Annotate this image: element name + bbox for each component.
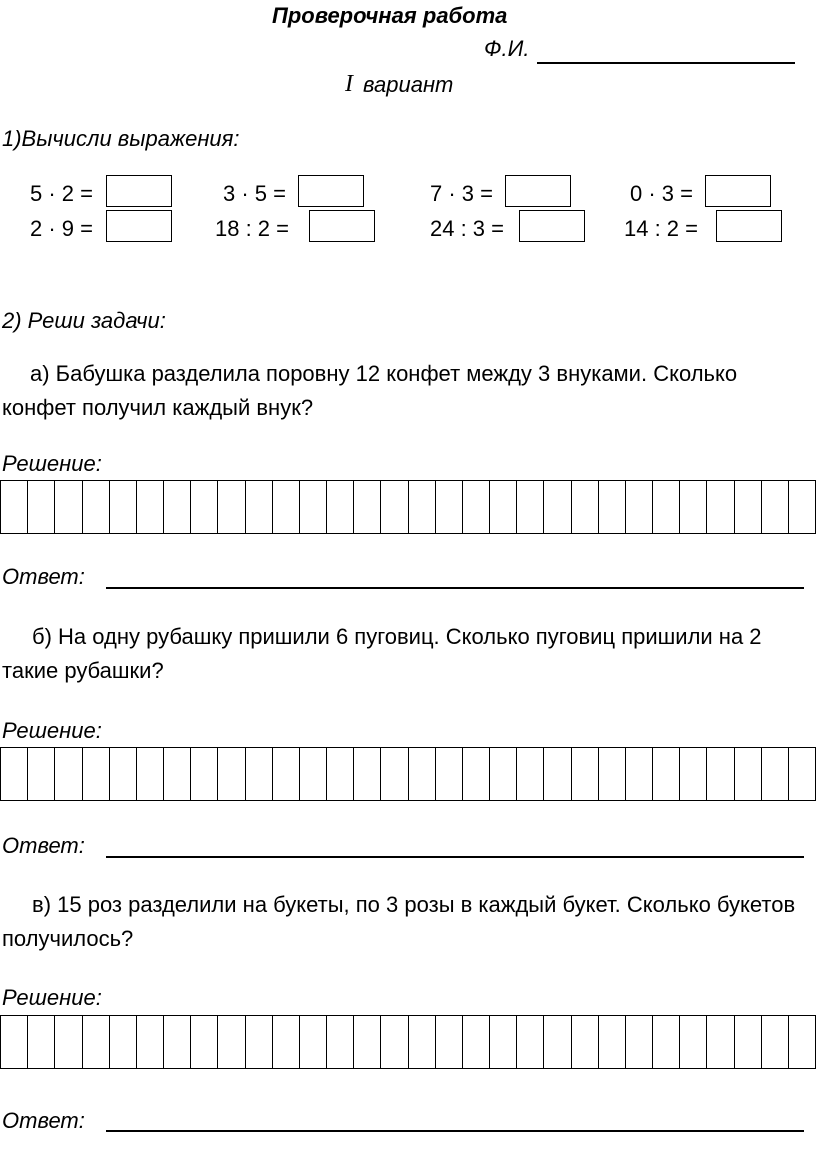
solution-label: Решение: <box>2 451 102 476</box>
section2-heading: 2) Реши задачи: <box>2 308 166 333</box>
grid-cell <box>463 1016 490 1068</box>
grid-cell <box>626 748 653 800</box>
grid-cell <box>436 481 463 533</box>
expression-label: 0 · 3 = <box>630 181 693 206</box>
grid-cell <box>83 748 110 800</box>
grid-cell <box>55 481 82 533</box>
grid-cell <box>490 1016 517 1068</box>
grid-cell <box>137 1016 164 1068</box>
solution-label: Решение: <box>2 985 102 1010</box>
grid-cell <box>55 1016 82 1068</box>
grid-cell <box>599 481 626 533</box>
grid-cell <box>218 748 245 800</box>
grid-cell <box>517 748 544 800</box>
variant-number: I <box>345 71 353 97</box>
grid-cell <box>191 1016 218 1068</box>
grid-cell <box>327 748 354 800</box>
expression-label: 24 : 3 = <box>430 216 505 241</box>
grid-cell <box>1 481 28 533</box>
fio-label: Ф.И. <box>484 36 530 61</box>
grid-cell <box>463 481 490 533</box>
grid-cell <box>218 1016 245 1068</box>
grid-cell <box>137 748 164 800</box>
grid-cell <box>789 1016 815 1068</box>
grid-cell <box>544 748 571 800</box>
grid-cell <box>436 1016 463 1068</box>
answer-box[interactable] <box>705 175 771 207</box>
grid-cell <box>218 481 245 533</box>
answer-label: Ответ: <box>2 1108 85 1133</box>
answer-box[interactable] <box>298 175 364 207</box>
answer-label: Ответ: <box>2 564 85 589</box>
answer-box[interactable] <box>106 175 172 207</box>
grid-cell <box>544 481 571 533</box>
grid-cell <box>735 481 762 533</box>
grid-cell <box>273 481 300 533</box>
grid-cell <box>83 1016 110 1068</box>
grid-cell <box>246 481 273 533</box>
answer-box[interactable] <box>519 210 585 242</box>
grid-cell <box>246 748 273 800</box>
grid-cell <box>83 481 110 533</box>
grid-cell <box>762 1016 789 1068</box>
answer-box[interactable] <box>716 210 782 242</box>
grid-cell <box>110 748 137 800</box>
grid-cell <box>762 481 789 533</box>
answer-box[interactable] <box>505 175 571 207</box>
grid-cell <box>680 481 707 533</box>
grid-cell <box>707 748 734 800</box>
page-title: Проверочная работа <box>272 3 508 28</box>
expression-label: 3 · 5 = <box>223 181 286 206</box>
grid-cell <box>490 481 517 533</box>
grid-cell <box>680 748 707 800</box>
grid-cell <box>164 1016 191 1068</box>
answer-field[interactable] <box>106 1130 804 1132</box>
grid-cell <box>707 1016 734 1068</box>
grid-cell <box>680 1016 707 1068</box>
grid-cell <box>735 748 762 800</box>
answer-label: Ответ: <box>2 833 85 858</box>
grid-cell <box>164 481 191 533</box>
grid-cell <box>300 1016 327 1068</box>
expression-label: 18 : 2 = <box>215 216 290 241</box>
grid-cell <box>1 748 28 800</box>
solution-grid[interactable] <box>0 480 816 534</box>
expression-label: 2 · 9 = <box>30 216 93 241</box>
grid-cell <box>300 481 327 533</box>
grid-cell <box>463 748 490 800</box>
grid-cell <box>300 748 327 800</box>
variant-label: вариант <box>363 72 454 97</box>
grid-cell <box>517 1016 544 1068</box>
grid-cell <box>381 481 408 533</box>
grid-cell <box>653 748 680 800</box>
answer-field[interactable] <box>106 587 804 589</box>
grid-cell <box>436 748 463 800</box>
grid-cell <box>273 748 300 800</box>
grid-cell <box>626 481 653 533</box>
grid-cell <box>191 481 218 533</box>
grid-cell <box>409 481 436 533</box>
grid-cell <box>1 1016 28 1068</box>
grid-cell <box>28 1016 55 1068</box>
grid-cell <box>110 481 137 533</box>
task-a-text: а) Бабушка разделила поровну 12 конфет между 3 внуками. Сколько конфет получил каждый внук? <box>2 361 738 420</box>
task-c-text: в) 15 роз разделили на букеты, по 3 розы в каждый букет. Сколько букетов получилось? <box>2 892 796 951</box>
grid-cell <box>789 748 815 800</box>
grid-cell <box>409 1016 436 1068</box>
answer-field[interactable] <box>106 856 804 858</box>
grid-cell <box>137 481 164 533</box>
grid-cell <box>381 748 408 800</box>
expression-label: 14 : 2 = <box>624 216 699 241</box>
grid-cell <box>28 481 55 533</box>
grid-cell <box>327 1016 354 1068</box>
grid-cell <box>354 748 381 800</box>
grid-cell <box>653 1016 680 1068</box>
grid-cell <box>28 748 55 800</box>
grid-cell <box>599 1016 626 1068</box>
grid-cell <box>273 1016 300 1068</box>
grid-cell <box>707 481 734 533</box>
solution-grid[interactable] <box>0 1015 816 1069</box>
grid-cell <box>191 748 218 800</box>
section1-heading: 1)Вычисли выражения: <box>2 126 240 151</box>
grid-cell <box>354 481 381 533</box>
answer-box[interactable] <box>309 210 375 242</box>
grid-cell <box>354 1016 381 1068</box>
grid-cell <box>653 481 680 533</box>
grid-cell <box>762 748 789 800</box>
grid-cell <box>599 748 626 800</box>
grid-cell <box>572 1016 599 1068</box>
grid-cell <box>55 748 82 800</box>
grid-cell <box>626 1016 653 1068</box>
grid-cell <box>517 481 544 533</box>
expression-label: 7 · 3 = <box>430 181 493 206</box>
grid-cell <box>381 1016 408 1068</box>
grid-cell <box>735 1016 762 1068</box>
grid-cell <box>544 1016 571 1068</box>
grid-cell <box>246 1016 273 1068</box>
grid-cell <box>490 748 517 800</box>
answer-box[interactable] <box>106 210 172 242</box>
grid-cell <box>572 748 599 800</box>
solution-label: Решение: <box>2 718 102 743</box>
grid-cell <box>789 481 815 533</box>
solution-grid[interactable] <box>0 747 816 801</box>
task-b-text: б) На одну рубашку пришили 6 пуговиц. Сколько пуговиц пришили на 2 такие рубашки? <box>2 624 762 683</box>
expression-label: 5 · 2 = <box>30 181 93 206</box>
grid-cell <box>164 748 191 800</box>
grid-cell <box>572 481 599 533</box>
grid-cell <box>327 481 354 533</box>
grid-cell <box>409 748 436 800</box>
grid-cell <box>110 1016 137 1068</box>
fio-field[interactable] <box>537 62 795 64</box>
